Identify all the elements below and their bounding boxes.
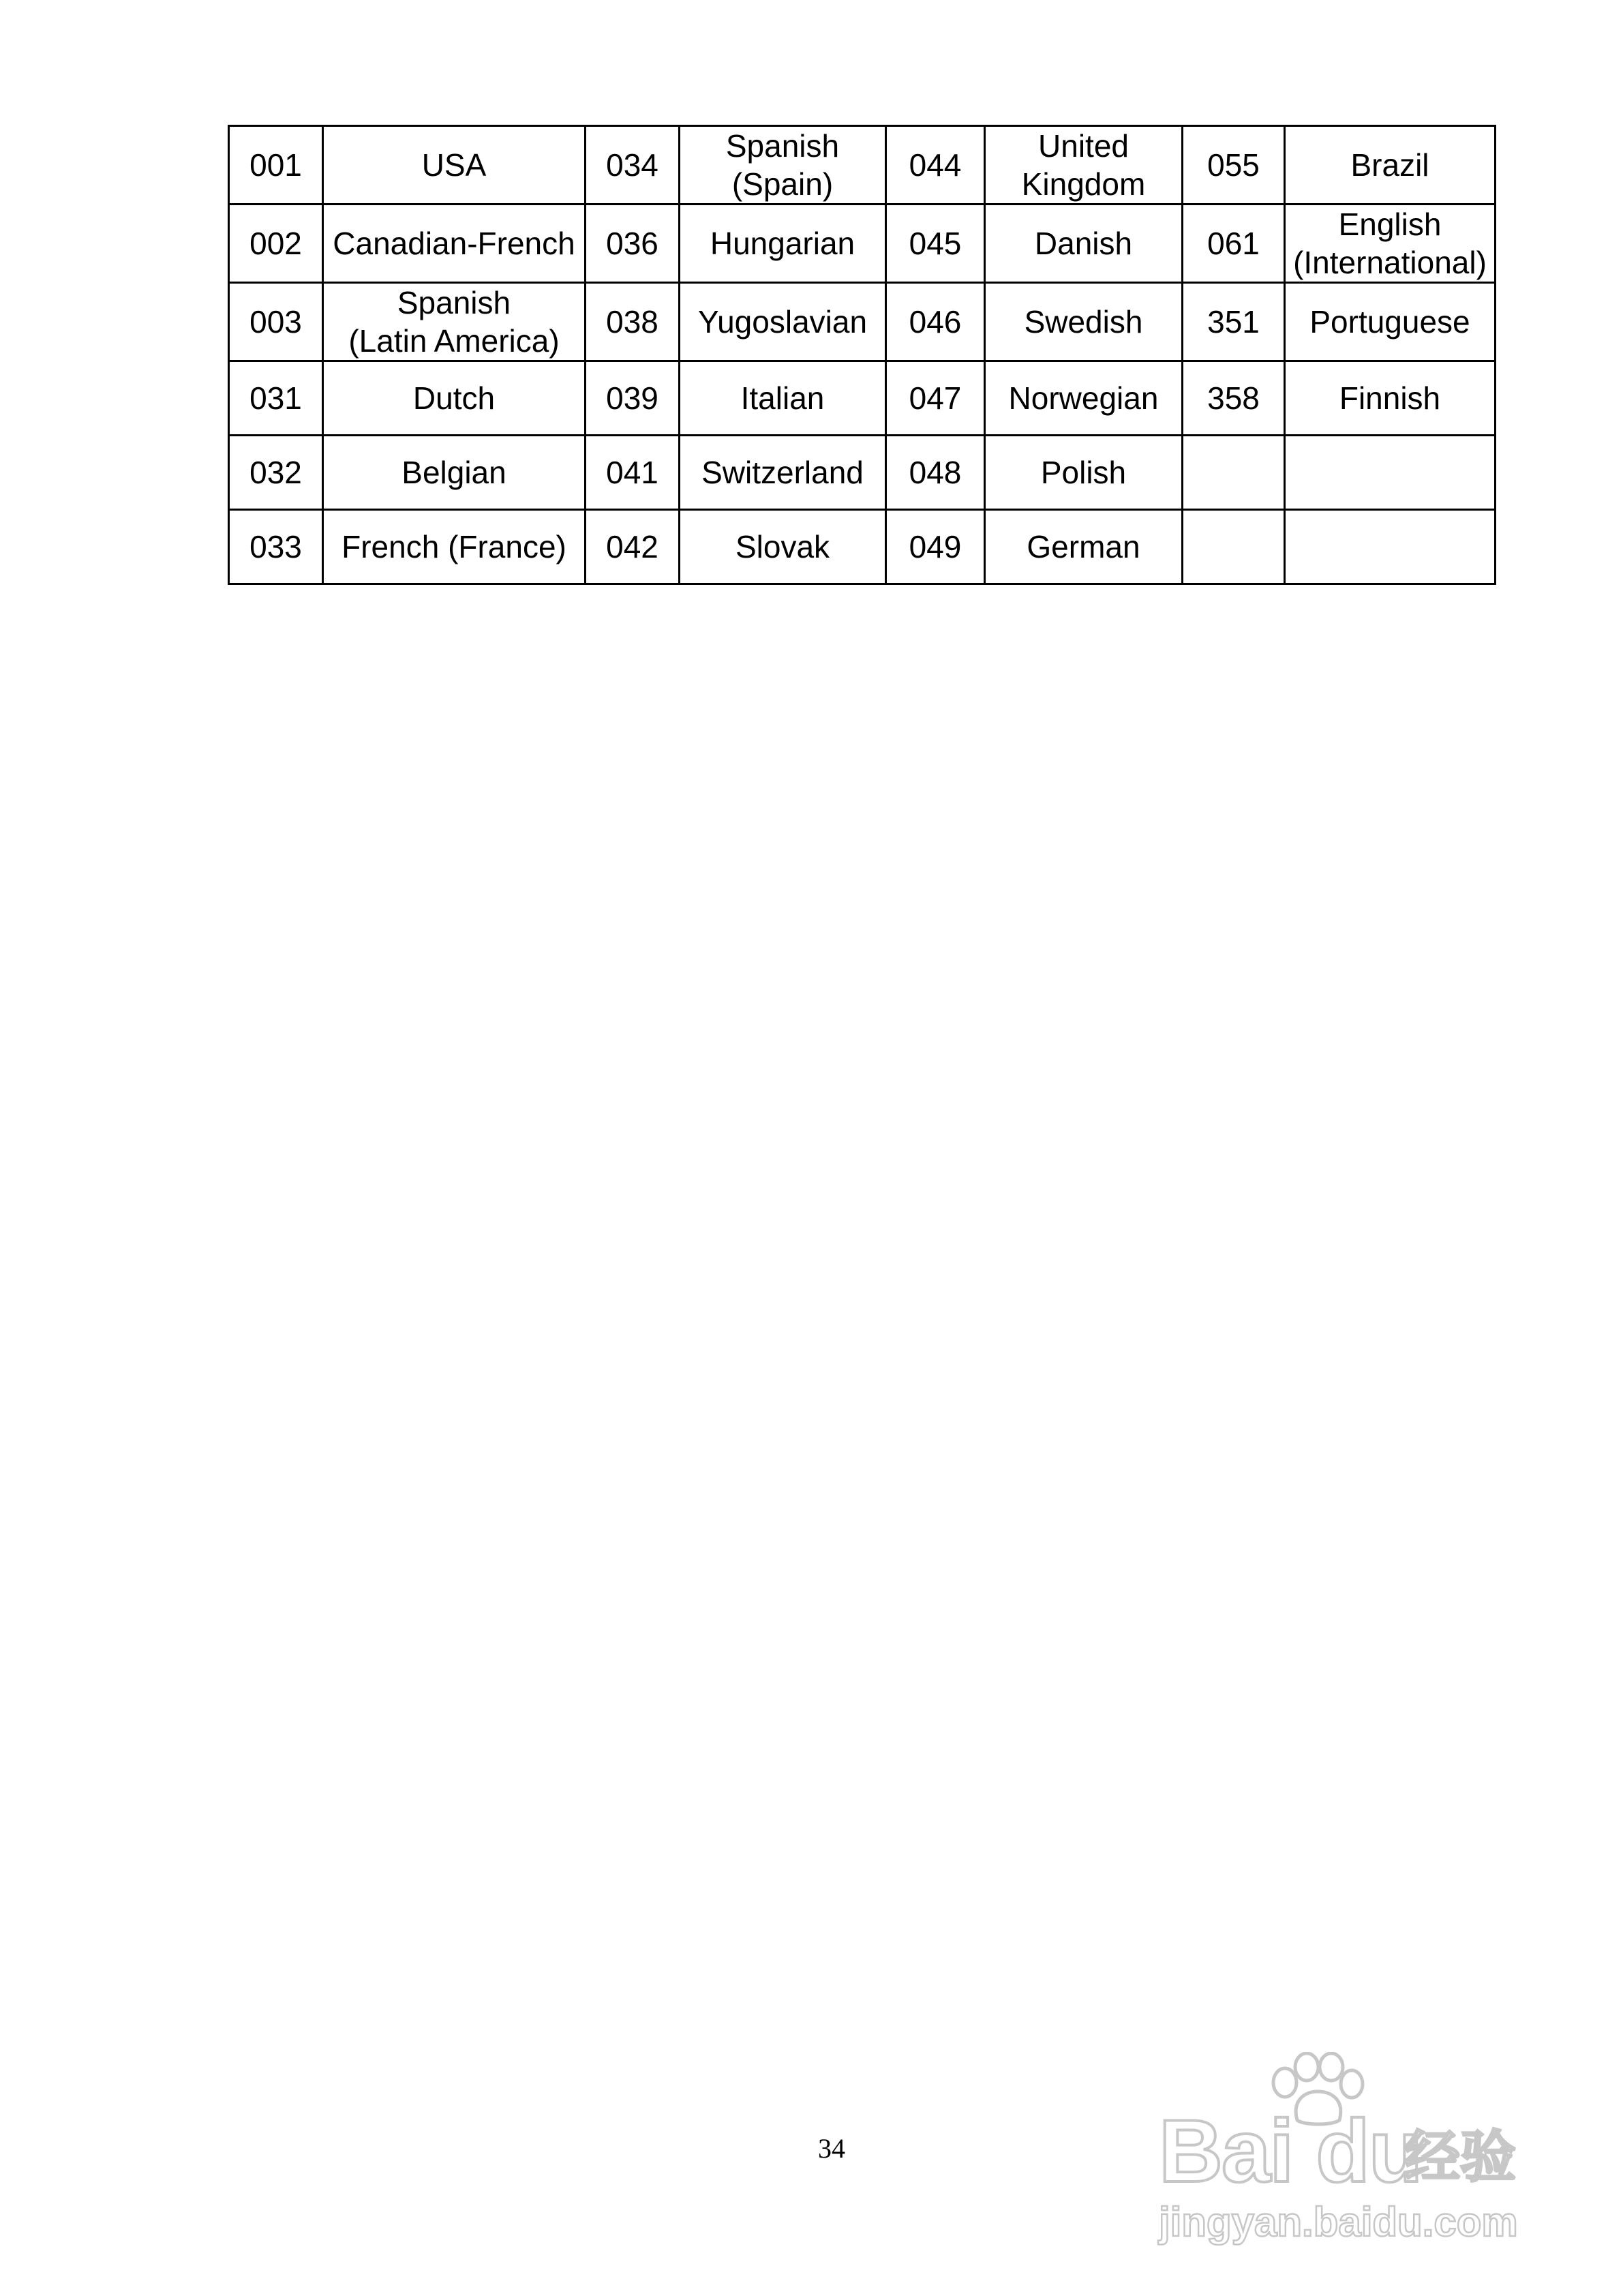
country-name-cell: Polish [985, 436, 1183, 510]
country-code-cell: 358 [1183, 361, 1285, 436]
country-code-cell: 049 [886, 510, 985, 584]
country-name-cell: Italian [680, 361, 886, 436]
country-code-cell: 044 [886, 126, 985, 205]
country-name-cell: Swedish [985, 283, 1183, 361]
table-body [229, 126, 1496, 584]
country-code-cell: 003 [229, 283, 323, 361]
country-code-cell: 045 [886, 205, 985, 283]
country-name-cell: English (International) [1285, 205, 1496, 283]
country-code-cell: 041 [586, 436, 680, 510]
country-code-cell [1183, 510, 1285, 584]
country-code-cell: 061 [1183, 205, 1285, 283]
country-name-cell: Slovak [680, 510, 886, 584]
table-row [229, 126, 1496, 205]
table-row [229, 361, 1496, 436]
country-name-cell: Brazil [1285, 126, 1496, 205]
country-name-cell: Finnish [1285, 361, 1496, 436]
country-code-cell: 034 [586, 126, 680, 205]
country-name-cell: Switzerland [680, 436, 886, 510]
country-code-cell: 047 [886, 361, 985, 436]
country-name-cell: Norwegian [985, 361, 1183, 436]
country-code-cell: 039 [586, 361, 680, 436]
country-code-cell: 001 [229, 126, 323, 205]
table-row [229, 205, 1496, 283]
country-code-cell: 002 [229, 205, 323, 283]
watermark-brand: Bai du [1159, 2101, 1422, 2201]
country-name-cell: German [985, 510, 1183, 584]
table-row [229, 510, 1496, 584]
country-name-cell: Belgian [323, 436, 586, 510]
table-row [229, 283, 1496, 361]
country-name-cell: Portuguese [1285, 283, 1496, 361]
country-name-cell: USA [323, 126, 586, 205]
country-name-cell: United Kingdom [985, 126, 1183, 205]
country-name-cell: Spanish (Latin America) [323, 283, 586, 361]
country-code-cell: 055 [1183, 126, 1285, 205]
country-code-cell: 042 [586, 510, 680, 584]
country-name-cell: French (France) [323, 510, 586, 584]
page-number: 34 [818, 2133, 845, 2164]
country-code-cell: 031 [229, 361, 323, 436]
country-code-cell [1183, 436, 1285, 510]
country-code-table [228, 125, 1496, 585]
country-code-cell: 048 [886, 436, 985, 510]
baidu-jingyan-watermark [1152, 2052, 1534, 2250]
country-name-cell: Hungarian [680, 205, 886, 283]
table-row [229, 436, 1496, 510]
watermark-brand-cn: 经验 [1404, 2125, 1517, 2190]
country-name-cell: Spanish (Spain) [680, 126, 886, 205]
country-code-cell: 351 [1183, 283, 1285, 361]
country-code-cell: 038 [586, 283, 680, 361]
country-code-cell: 033 [229, 510, 323, 584]
country-name-cell: Yugoslavian [680, 283, 886, 361]
country-name-cell [1285, 510, 1496, 584]
country-name-cell: Canadian-French [323, 205, 586, 283]
watermark-domain: jingyan.baidu.com [1159, 2199, 1518, 2245]
country-code-cell: 046 [886, 283, 985, 361]
country-name-cell: Danish [985, 205, 1183, 283]
country-code-cell: 032 [229, 436, 323, 510]
country-name-cell: Dutch [323, 361, 586, 436]
country-name-cell [1285, 436, 1496, 510]
country-code-cell: 036 [586, 205, 680, 283]
